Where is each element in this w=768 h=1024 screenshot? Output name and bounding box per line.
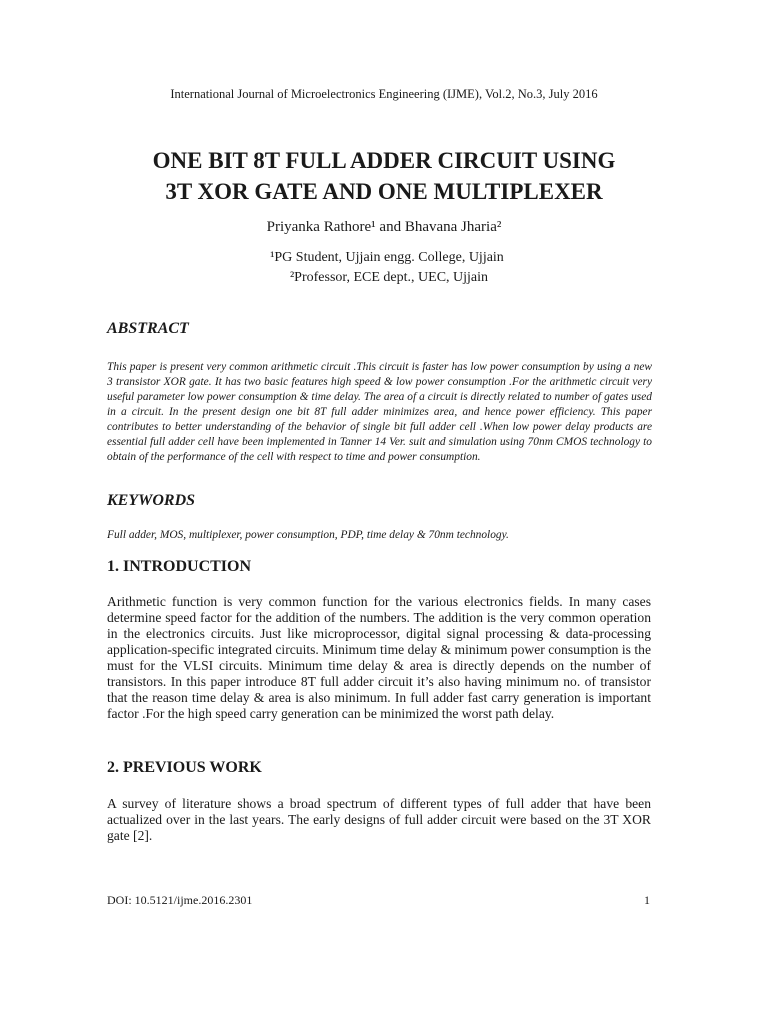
abstract-text: This paper is present very common arithmetic circuit .This circuit is faster has low power consumption by using a new 3 transistor XOR gate. It has two basic features high speed & low power consumption .For the arithmetic circuit very useful parameter low power consumption & time delay. The area of a circuit is directly related to number of gates used in a circuit. In the present design one bit 8T full adder minimizes area, and hence power efficiency. This paper contributes to better understanding of the behavior of single bit full adder cell .When low power delay products are essential full adder cell have been implemented in Tanner 14 Ver. suit and simulation using 70nm CMOS technology to obtain of the performance of the cell with respect to time and power consumption. xyxy=(107,361,652,463)
introduction-heading: 1. INTRODUCTION xyxy=(107,558,252,575)
page-number: 1 xyxy=(644,893,650,907)
paper-title xyxy=(0,145,768,207)
running-header: International Journal of Microelectronics Engineering (IJME), Vol.2, No.3, July 2016 xyxy=(170,87,598,101)
affiliation-2: ²Professor, ECE dept., UEC, Ujjain xyxy=(289,270,489,285)
keywords-text: Full adder, MOS, multiplexer, power consumption, PDP, time delay & 70nm technology. xyxy=(107,529,509,541)
affiliation-1: ¹PG Student, Ujjain engg. College, Ujjain xyxy=(270,250,504,265)
abstract-heading: ABSTRACT xyxy=(107,320,189,337)
title-line-1: ONE BIT 8T FULL ADDER CIRCUIT USING xyxy=(152,148,616,173)
keywords-heading: KEYWORDS xyxy=(107,492,196,509)
title-line-2: 3T XOR GATE AND ONE MULTIPLEXER xyxy=(165,179,603,204)
introduction-text: Arithmetic function is very common function for the various electronics fields. In many cases determine speed factor for the addition of the numbers. The addition is the very common operation in the electronics circuits. Just like microprocessor, digital signal processing & data-processing application-specific integrated circuits. Minimum time delay & minimum power consumption is the must for the VLSI circuits. Minimum time delay & area is directly depends on the number of transistors. In this paper introduce 8T full adder circuit it’s also having minimum no. of transistor that the reason time delay & area is also minimum. In full adder fast carry generation is important factor .For the high speed carry generation can be minimized the worst path delay. xyxy=(107,594,651,721)
previous-work-heading: 2. PREVIOUS WORK xyxy=(107,759,262,776)
author-list: Priyanka Rathore¹ and Bhavana Jharia² xyxy=(266,219,502,235)
previous-work-text: A survey of literature shows a broad spectrum of different types of full adder that have been actualized over in the last years. The early designs of full adder circuit were based on the 3T XOR gate [2]. xyxy=(107,796,651,843)
doi: DOI: 10.5121/ijme.2016.2301 xyxy=(107,893,253,907)
